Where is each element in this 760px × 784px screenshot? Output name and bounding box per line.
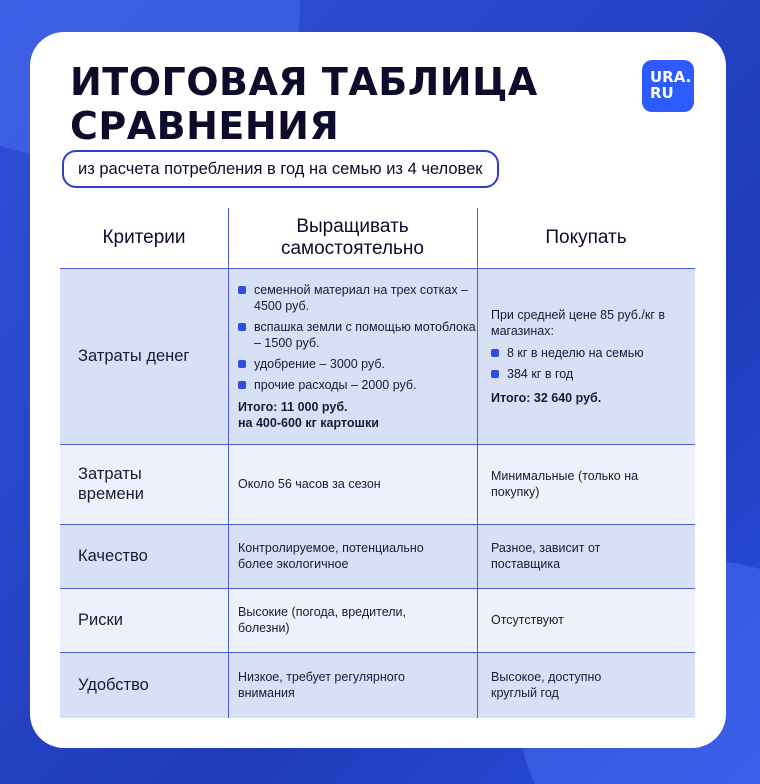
row-divider [60,524,695,525]
list-item: удобрение – 3000 руб. [238,356,477,372]
grow-cell: Высокие (погода, вредители, болезни) [238,605,406,635]
row-divider [60,268,695,269]
list-item: вспашка земли с помощью мотоблока – 1500 руб. [238,319,477,351]
grow-cell: Низкое, требует регулярного внимания [238,670,405,700]
buy-money-cell [477,268,695,444]
grow-total-line-2: на 400-600 кг картошки [238,415,379,430]
table-row-risks [60,588,695,652]
table-row-time [60,444,695,524]
row-label: Качество [78,547,148,565]
list-item: прочие расходы – 2000 руб. [238,377,477,393]
header-grow: Выращивать самостоятельно [280,216,424,259]
table-header-row [60,208,695,268]
buy-cell: Отсутствуют [491,613,564,627]
grow-money-cell [228,268,477,444]
column-divider [477,208,478,718]
buy-cost-list [491,345,687,382]
table-row-convenience [60,652,695,718]
ura-ru-logo[interactable] [642,60,694,112]
row-label: Затраты времени [78,465,144,503]
logo-line-2: RU [650,84,674,102]
list-item: 8 кг в неделю на семью [491,345,687,361]
buy-total: Итого: 32 640 руб. [491,390,602,405]
table-row-money [60,268,695,444]
comparison-table [60,208,695,718]
buy-intro: При средней цене 85 руб./кг в магазинах: [491,307,665,338]
row-label: Затраты денег [78,347,190,365]
title-line-2: СРАВНЕНИЯ [70,104,340,148]
buy-cell: Минимальные (только на покупку) [491,469,639,499]
title-line-1: ИТОГОВАЯ ТАБЛИЦА [70,60,538,104]
buy-cell: Разное, зависит от поставщика [491,541,601,571]
grow-total-line-1: Итого: 11 000 руб. [238,399,348,414]
page-title [70,60,590,148]
list-item: семенной материал на трех сотках – 4500 руб. [238,282,477,314]
row-divider [60,444,695,445]
subtitle-pill: из расчета потребления в год на семью из 4 человек [62,150,499,188]
logo-line-1: URA. [650,68,692,86]
row-label: Удобство [78,676,149,694]
header-criteria: Критерии [102,227,186,248]
grow-cost-list [238,282,477,393]
grow-cell: Около 56 часов за сезон [238,477,381,491]
table-row-quality [60,524,695,588]
grow-cell: Контролируемое, потенциально более экологичное [238,541,424,571]
header-buy: Покупать [545,227,627,248]
row-divider [60,652,695,653]
grow-total [238,399,477,431]
comparison-card [30,32,726,748]
list-item: 384 кг в год [491,366,687,382]
row-divider [60,588,695,589]
buy-cell: Высокое, доступно круглый год [491,670,602,700]
row-label: Риски [78,611,123,629]
column-divider [228,208,229,718]
